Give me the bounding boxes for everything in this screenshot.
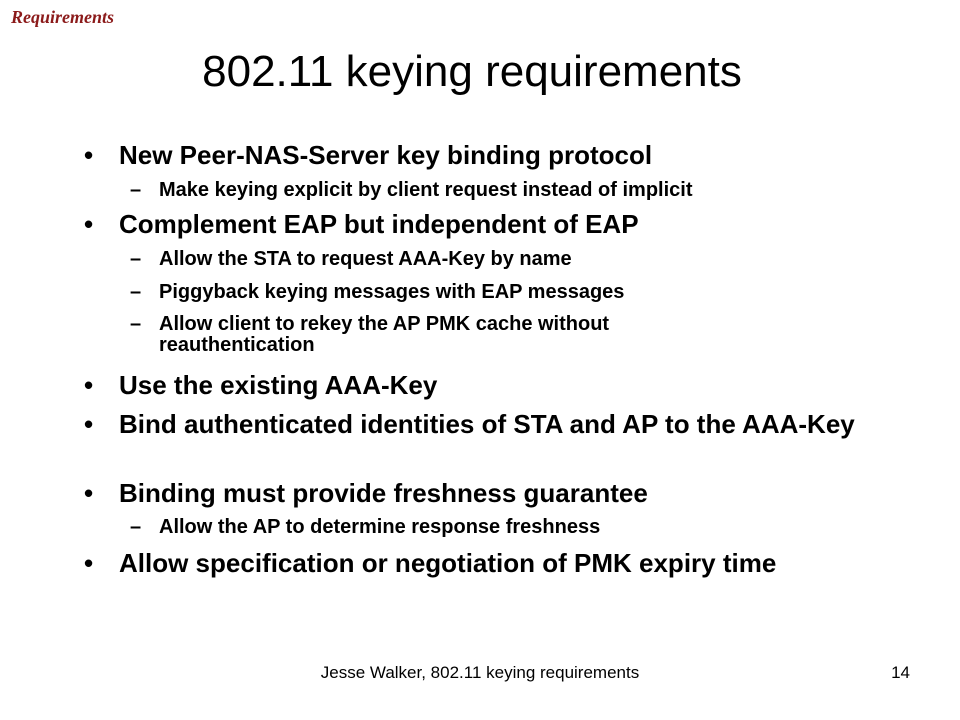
sub-bullet-item — [130, 180, 770, 201]
sub-bullet-text: Piggyback keying messages with EAP messages — [159, 281, 625, 303]
slide-footer: Jesse Walker, 802.11 keying requirements — [320, 663, 640, 682]
sub-bullet-item — [130, 282, 770, 303]
sub-bullet-marker: – — [130, 248, 142, 270]
bullet-item — [84, 410, 884, 438]
sub-bullet-item — [130, 517, 770, 538]
sub-bullet-text: Make keying explicit by client request instead of implicit — [159, 179, 693, 201]
bullet-marker: • — [84, 478, 94, 508]
sub-bullet-item — [130, 249, 770, 270]
sub-bullet-marker: – — [130, 281, 142, 303]
sub-bullet-marker: – — [130, 313, 142, 335]
page-number: 14 — [891, 663, 910, 682]
sub-bullet-item — [130, 314, 770, 356]
bullet-marker: • — [84, 548, 94, 578]
bullet-item — [84, 141, 884, 169]
sub-bullet-marker: – — [130, 516, 142, 538]
bullet-text: Bind authenticated identities of STA and AP to the AAA-Key — [119, 409, 855, 439]
bullet-text: Allow specification or negotiation of PMK expiry time — [119, 548, 777, 578]
bullet-item — [84, 371, 884, 399]
section-tag: Requirements — [11, 7, 115, 27]
sub-bullet-marker: – — [130, 179, 142, 201]
bullet-marker: • — [84, 370, 94, 400]
bullet-marker: • — [84, 209, 94, 239]
bullet-marker: • — [84, 409, 94, 439]
bullet-text: New Peer-NAS-Server key binding protocol — [119, 140, 653, 170]
bullet-item — [84, 479, 884, 507]
bullet-item — [84, 549, 884, 577]
bullet-item — [84, 210, 884, 238]
bullet-text: Complement EAP but independent of EAP — [119, 209, 639, 239]
sub-bullet-text: Allow the AP to determine response freshness — [159, 516, 601, 538]
bullet-marker: • — [84, 140, 94, 170]
sub-bullet-text: Allow the STA to request AAA-Key by name — [159, 248, 572, 270]
bullet-text: Binding must provide freshness guarantee — [119, 478, 648, 508]
slide-title: 802.11 keying requirements — [202, 47, 742, 96]
bullet-text: Use the existing AAA-Key — [119, 370, 438, 400]
sub-bullet-text: Allow client to rekey the AP PMK cache without reauthentication — [159, 313, 610, 356]
